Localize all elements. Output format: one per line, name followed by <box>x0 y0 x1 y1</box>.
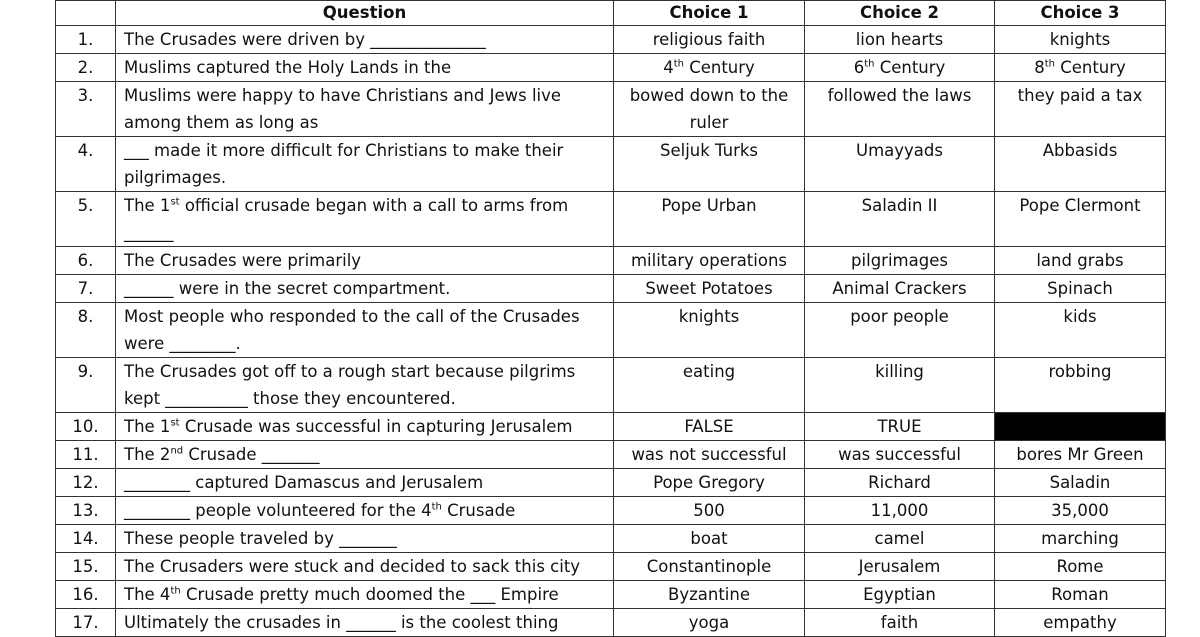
question-text: The Crusades were primarily <box>116 247 614 275</box>
choice-1-cell: Seljuk Turks <box>614 137 805 192</box>
choice-2-cell: pilgrimages <box>805 247 995 275</box>
choice-2-cell: Saladin II <box>805 192 995 247</box>
choice-2-cell: killing <box>805 358 995 413</box>
question-text: ________ people volunteered for the 4th Crusade <box>116 497 614 525</box>
question-number: 15. <box>56 553 116 581</box>
table-row <box>56 553 1166 581</box>
table-row <box>56 525 1166 553</box>
question-number: 14. <box>56 525 116 553</box>
choice-3-cell: Pope Clermont <box>995 192 1166 247</box>
question-number: 8. <box>56 303 116 358</box>
table-row <box>56 581 1166 609</box>
table-row <box>56 497 1166 525</box>
table-row <box>56 469 1166 497</box>
choice-1-cell: knights <box>614 303 805 358</box>
choice-3-cell: Roman <box>995 581 1166 609</box>
question-text: The Crusades got off to a rough start because pilgrims kept __________ those they encountered. <box>116 358 614 413</box>
table-row <box>56 26 1166 54</box>
choice-2-cell: 6th Century <box>805 54 995 82</box>
choice-3-cell: land grabs <box>995 247 1166 275</box>
choice-3-cell: robbing <box>995 358 1166 413</box>
choice-2-cell: Egyptian <box>805 581 995 609</box>
header-choice-3: Choice 3 <box>995 1 1166 26</box>
table-row <box>56 413 1166 441</box>
question-number: 7. <box>56 275 116 303</box>
choice-2-cell: poor people <box>805 303 995 358</box>
table-row <box>56 247 1166 275</box>
question-number: 13. <box>56 497 116 525</box>
choice-1-cell: eating <box>614 358 805 413</box>
question-text: ______ were in the secret compartment. <box>116 275 614 303</box>
choice-2-cell: TRUE <box>805 413 995 441</box>
choice-1-cell: religious faith <box>614 26 805 54</box>
table-row <box>56 358 1166 413</box>
header-number <box>56 1 116 26</box>
table-row <box>56 137 1166 192</box>
header-choice-1: Choice 1 <box>614 1 805 26</box>
choice-1-cell: Pope Urban <box>614 192 805 247</box>
choice-2-cell: 11,000 <box>805 497 995 525</box>
question-text: ___ made it more difficult for Christians to make their pilgrimages. <box>116 137 614 192</box>
question-text: The 1st official crusade began with a call to arms from ______ <box>116 192 614 247</box>
choice-2-cell: Umayyads <box>805 137 995 192</box>
choice-1-cell: boat <box>614 525 805 553</box>
choice-3-cell: empathy <box>995 609 1166 637</box>
question-number: 16. <box>56 581 116 609</box>
choice-1-cell: bowed down to the ruler <box>614 82 805 137</box>
question-text: Muslims captured the Holy Lands in the <box>116 54 614 82</box>
question-text: The 1st Crusade was successful in capturing Jerusalem <box>116 413 614 441</box>
question-text: The 2nd Crusade _______ <box>116 441 614 469</box>
choice-3-cell: 8th Century <box>995 54 1166 82</box>
table-row <box>56 609 1166 637</box>
header-choice-2: Choice 2 <box>805 1 995 26</box>
question-number: 1. <box>56 26 116 54</box>
choice-1-cell: yoga <box>614 609 805 637</box>
question-number: 5. <box>56 192 116 247</box>
question-number: 3. <box>56 82 116 137</box>
table-row <box>56 192 1166 247</box>
question-text: The Crusades were driven by ______________ <box>116 26 614 54</box>
question-number: 11. <box>56 441 116 469</box>
choice-3-cell: knights <box>995 26 1166 54</box>
question-text: Muslims were happy to have Christians and Jews live among them as long as <box>116 82 614 137</box>
choice-3-cell: bores Mr Green <box>995 441 1166 469</box>
choice-2-cell: faith <box>805 609 995 637</box>
question-number: 17. <box>56 609 116 637</box>
choice-1-cell: Sweet Potatoes <box>614 275 805 303</box>
quiz-table <box>55 0 1166 637</box>
table-row <box>56 54 1166 82</box>
choice-3-cell: Saladin <box>995 469 1166 497</box>
question-number: 4. <box>56 137 116 192</box>
choice-1-cell: was not successful <box>614 441 805 469</box>
question-text: ________ captured Damascus and Jerusalem <box>116 469 614 497</box>
choice-2-cell: lion hearts <box>805 26 995 54</box>
choice-3-cell: kids <box>995 303 1166 358</box>
choice-1-cell: Byzantine <box>614 581 805 609</box>
header-row <box>56 1 1166 26</box>
choice-1-cell: 500 <box>614 497 805 525</box>
choice-3-cell: Abbasids <box>995 137 1166 192</box>
choice-2-cell: was successful <box>805 441 995 469</box>
choice-3-cell: marching <box>995 525 1166 553</box>
choice-2-cell: camel <box>805 525 995 553</box>
choice-3-cell: Rome <box>995 553 1166 581</box>
question-number: 2. <box>56 54 116 82</box>
choice-2-cell: Jerusalem <box>805 553 995 581</box>
choice-3-cell: Spinach <box>995 275 1166 303</box>
choice-2-cell: Richard <box>805 469 995 497</box>
choice-1-cell: Constantinople <box>614 553 805 581</box>
question-number: 9. <box>56 358 116 413</box>
table-row <box>56 441 1166 469</box>
choice-1-cell: military operations <box>614 247 805 275</box>
choice-2-cell: followed the laws <box>805 82 995 137</box>
question-text: Ultimately the crusades in ______ is the coolest thing <box>116 609 614 637</box>
choice-2-cell: Animal Crackers <box>805 275 995 303</box>
table-row <box>56 82 1166 137</box>
question-text: The Crusaders were stuck and decided to sack this city <box>116 553 614 581</box>
question-number: 10. <box>56 413 116 441</box>
question-text: The 4th Crusade pretty much doomed the ___ Empire <box>116 581 614 609</box>
question-text: Most people who responded to the call of the Crusades were ________. <box>116 303 614 358</box>
table-row <box>56 303 1166 358</box>
question-number: 6. <box>56 247 116 275</box>
choice-3-cell: 35,000 <box>995 497 1166 525</box>
table-row <box>56 275 1166 303</box>
question-number: 12. <box>56 469 116 497</box>
header-question: Question <box>116 1 614 26</box>
choice-1-cell: 4th Century <box>614 54 805 82</box>
choice-3-cell: they paid a tax <box>995 82 1166 137</box>
redacted-cell <box>995 413 1166 441</box>
choice-1-cell: FALSE <box>614 413 805 441</box>
question-text: These people traveled by _______ <box>116 525 614 553</box>
choice-1-cell: Pope Gregory <box>614 469 805 497</box>
